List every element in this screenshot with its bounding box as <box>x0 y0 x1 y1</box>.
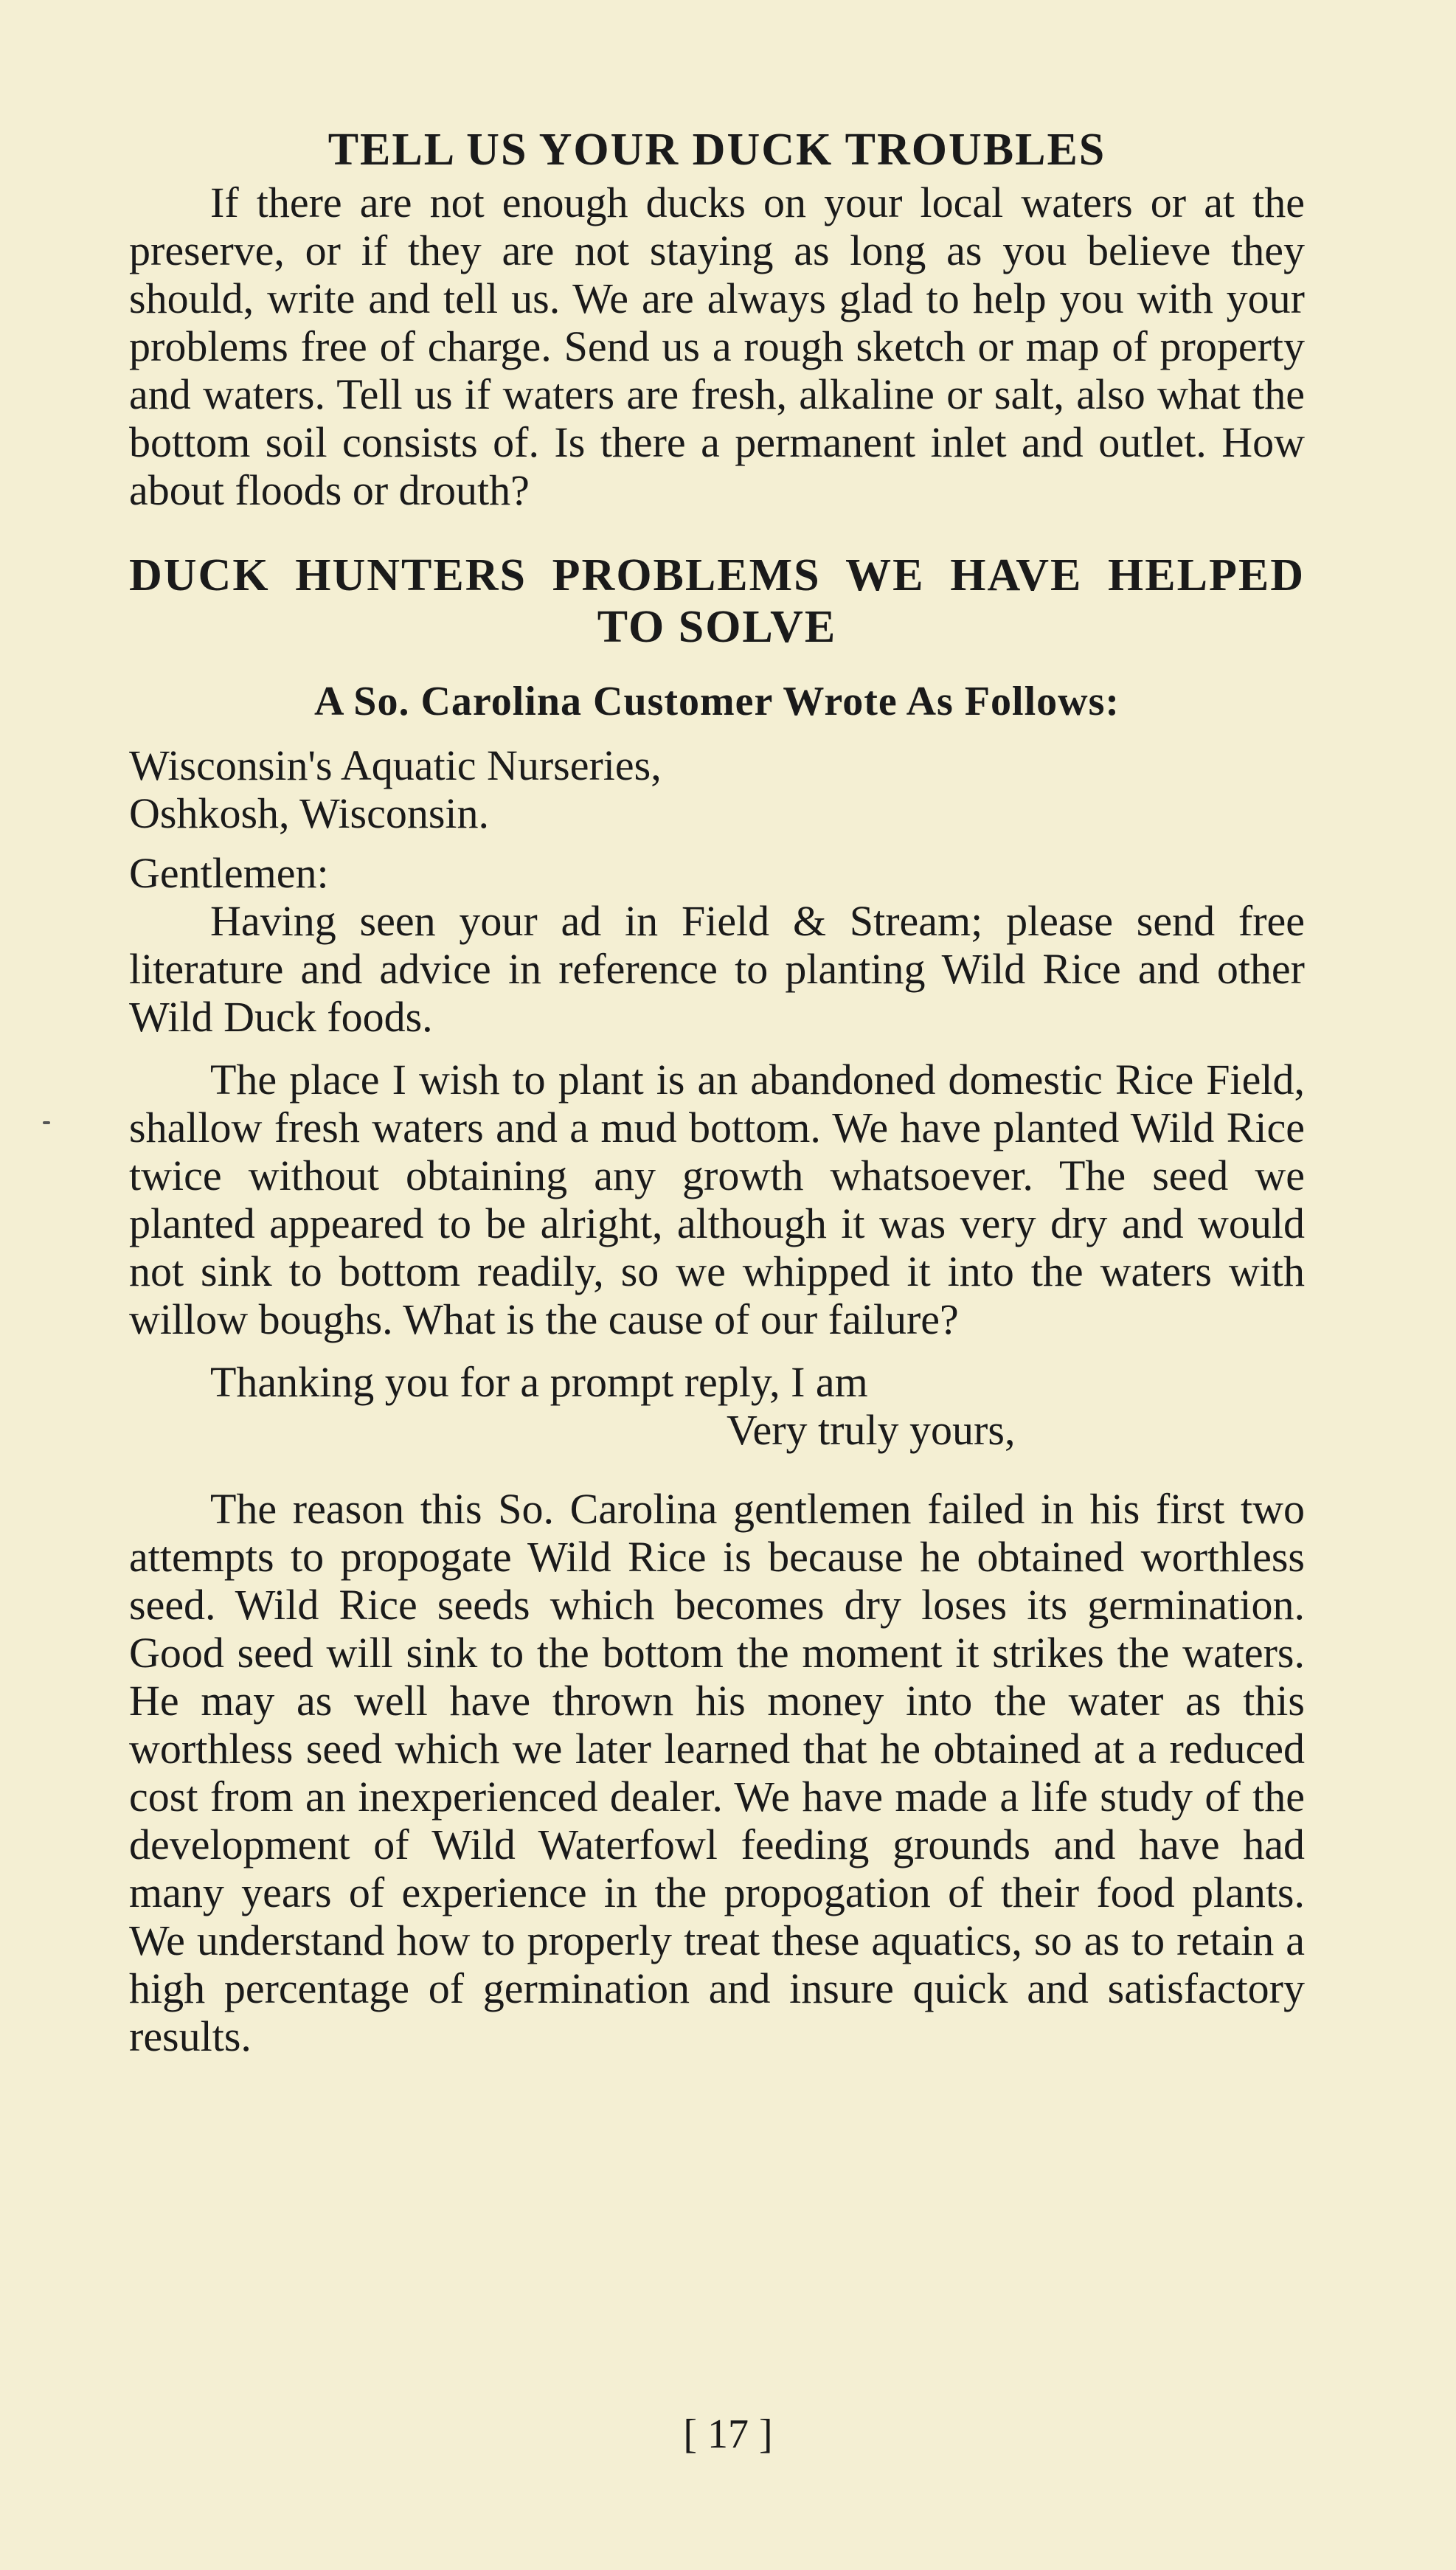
letter-paragraph-1: Having seen your ad in Field & Stream; please send free literature and advice in reference to planting Wild Rice and other Wild Duck foods. <box>129 897 1305 1041</box>
scan-mark <box>43 1121 50 1124</box>
letter-paragraph-2: The place I wish to plant is an abandoned domestic Rice Field, shallow fresh waters and a mud bottom. We have planted Wild Rice twice without obtaining any growth whatsoever. The seed we planted appeared to be alright, although it was very dry and would not sink to bottom readily, so we whipped it into the waters with willow boughs. What is the cause of our failure? <box>129 1056 1305 1343</box>
address-line-1: Wisconsin's Aquatic Nurseries, <box>129 741 662 789</box>
address-line-2: Oshkosh, Wisconsin. <box>129 789 490 837</box>
letter-thanks: Thanking you for a prompt reply, I am <box>210 1358 868 1406</box>
reply-paragraph: The reason this So. Carolina gentlemen failed in his first two attempts to propogate Wild Rice is because he obtained worthless seed. Wild Rice seeds which becomes dry loses its germination. Good seed will sink to the bottom the moment it strikes the waters. He may as well have thrown his money into the water as this worthless seed which we later learned that he obtained at a reduced cost from an inexperienced dealer. We have made a life study of the development of Wild Waterfowl feeding grounds and have had many years of experience in the propogation of their food plants. We understand how to properly treat these aquatics, so as to retain a high percentage of germination and insure quick and satisfactory results. <box>129 1485 1305 2060</box>
letter-salutation: Gentlemen: <box>129 849 329 897</box>
customer-letter <box>129 741 1305 1454</box>
letter-closing: Very truly yours, <box>727 1406 1016 1454</box>
intro-paragraph: If there are not enough ducks on your local waters or at the preserve, or if they are not staying as long as you believe they should, write and tell us. We are always glad to help you with your problems free of charge. Send us a rough sketch or map of property and waters. Tell us if waters are fresh, alkaline or salt, also what the bottom soil consists of. Is there a permanent inlet and outlet. How about floods or drouth? <box>129 179 1305 514</box>
page-number: [ 17 ] <box>683 2411 773 2457</box>
section-heading: DUCK HUNTERS PROBLEMS WE HAVE HELPED TO SOLVE <box>129 550 1305 652</box>
customer-letter-heading: A So. Carolina Customer Wrote As Follows: <box>313 679 1120 724</box>
page-heading: TELL US YOUR DUCK TROUBLES <box>327 125 1106 175</box>
